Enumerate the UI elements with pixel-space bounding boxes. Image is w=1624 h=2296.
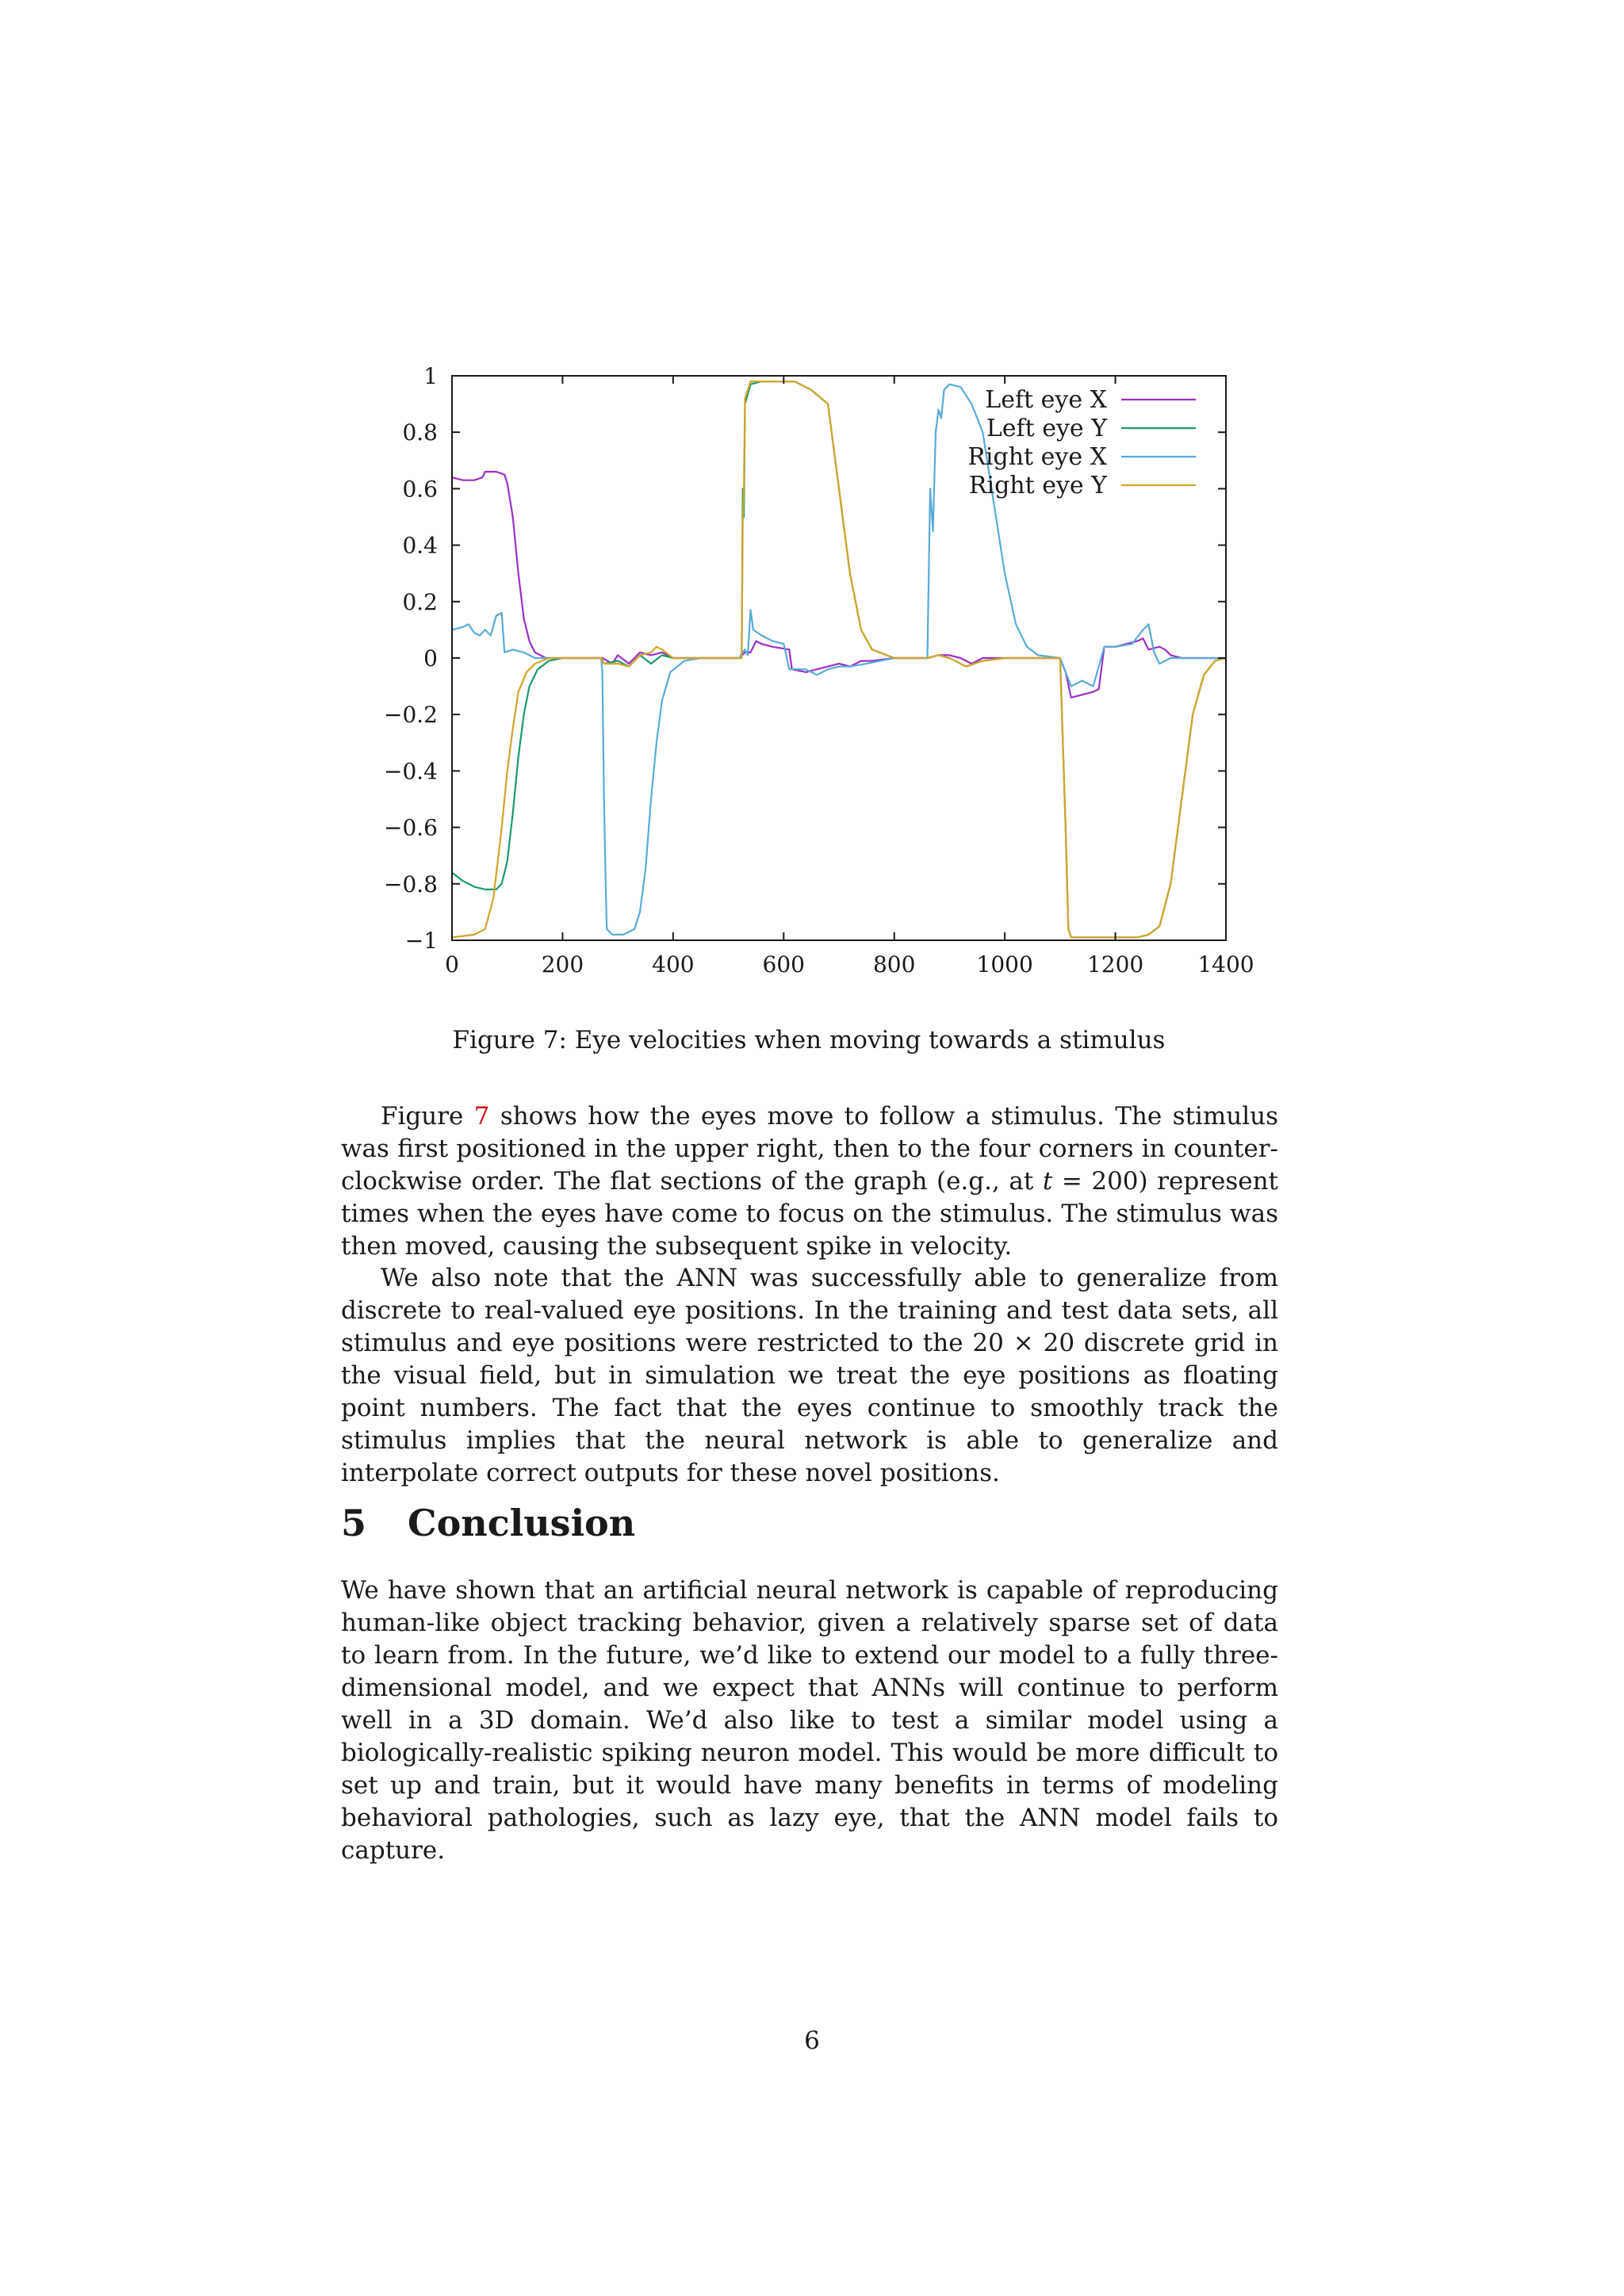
legend-label: Left eye X bbox=[985, 386, 1107, 414]
figure-reference-link[interactable]: 7 bbox=[473, 1102, 490, 1131]
y-tick-label: 0.4 bbox=[402, 532, 438, 559]
x-tick-label: 0 bbox=[445, 951, 459, 978]
figure-caption: Figure 7: Eye velocities when moving towards a stimulus bbox=[452, 1026, 1166, 1054]
section-heading bbox=[341, 1502, 635, 1544]
y-tick-label: 1 bbox=[423, 363, 438, 389]
x-tick-label: 800 bbox=[872, 951, 916, 978]
y-tick-label: −0.8 bbox=[384, 871, 438, 897]
paragraph-text: = 200) represent times when the eyes have come to focus on the stimulus. The stimulus was then moved, causing the subsequent spike in velocity. bbox=[341, 1167, 1279, 1261]
section-title: Conclusion bbox=[408, 1502, 636, 1544]
figure-word: Figure bbox=[381, 1102, 474, 1131]
y-tick-label: −0.4 bbox=[384, 758, 438, 785]
series-line-left-eye-x bbox=[452, 472, 1226, 698]
y-tick-label: 0.6 bbox=[402, 476, 438, 503]
y-tick-label: −0.2 bbox=[384, 702, 438, 729]
series-line-left-eye-y bbox=[452, 381, 1226, 937]
y-tick-label: 0.2 bbox=[402, 588, 438, 615]
legend-label: Right eye Y bbox=[968, 472, 1107, 499]
y-tick-label: 0 bbox=[423, 645, 438, 672]
paragraph-generalization: We also note that the ANN was successfully able to generalize from discrete to real-valued eye positions. In the training and test data sets, all stimulus and eye positions were restricted to the 20 × 20 discrete grid in the visual field, but in simulation we treat the eye positions as floating point numbers. The fact that the eyes continue to smoothly track the stimulus implies that the neural network is able to generalize and interpolate correct outputs for these novel positions. bbox=[341, 1264, 1278, 1487]
x-tick-label: 1000 bbox=[976, 951, 1033, 978]
x-tick-label: 600 bbox=[762, 951, 806, 978]
series-line-right-eye-x bbox=[452, 385, 1226, 935]
x-tick-label: 400 bbox=[652, 951, 695, 978]
y-tick-label: 0.8 bbox=[402, 419, 438, 446]
x-tick-label: 200 bbox=[541, 951, 584, 978]
legend-label: Left eye Y bbox=[986, 415, 1107, 442]
y-tick-label: −0.6 bbox=[384, 814, 438, 841]
paragraph-figure-description bbox=[341, 1100, 1278, 1263]
y-tick-label: −1 bbox=[404, 928, 438, 954]
figure-7 bbox=[373, 349, 1261, 1007]
page-number: 6 bbox=[804, 2026, 820, 2055]
x-tick-label: 1400 bbox=[1197, 951, 1254, 978]
legend-label: Right eye X bbox=[967, 443, 1107, 471]
x-tick-label: 1200 bbox=[1086, 951, 1144, 978]
series-line-right-eye-y bbox=[452, 381, 1226, 937]
section-number: 5 bbox=[341, 1502, 367, 1544]
paragraph-text: shows how the eyes move to follow a stimulus. The stimulus was first positioned in the upper right, then to the four corners in counter-clockwise order. The flat sections of the graph (e.g., at bbox=[341, 1102, 1278, 1196]
eye-velocity-chart bbox=[373, 349, 1261, 1007]
math-variable-t: t bbox=[1042, 1167, 1053, 1196]
paragraph-conclusion: We have shown that an artificial neural network is capable of reproducing human-like object tracking behavior, given a relatively sparse set of data to learn from. In the future, we’d like to extend our model to a fully three-dimensional model, and we expect that ANNs will continue to perform well in a 3D domain. We’d also like to test a similar model using a biologically-realistic spiking neuron model. This would be more difficult to set up and train, but it would have many benefits in terms of modeling behavioral pathologies, such as lazy eye, that the ANN model fails to capture. bbox=[341, 1576, 1278, 1865]
